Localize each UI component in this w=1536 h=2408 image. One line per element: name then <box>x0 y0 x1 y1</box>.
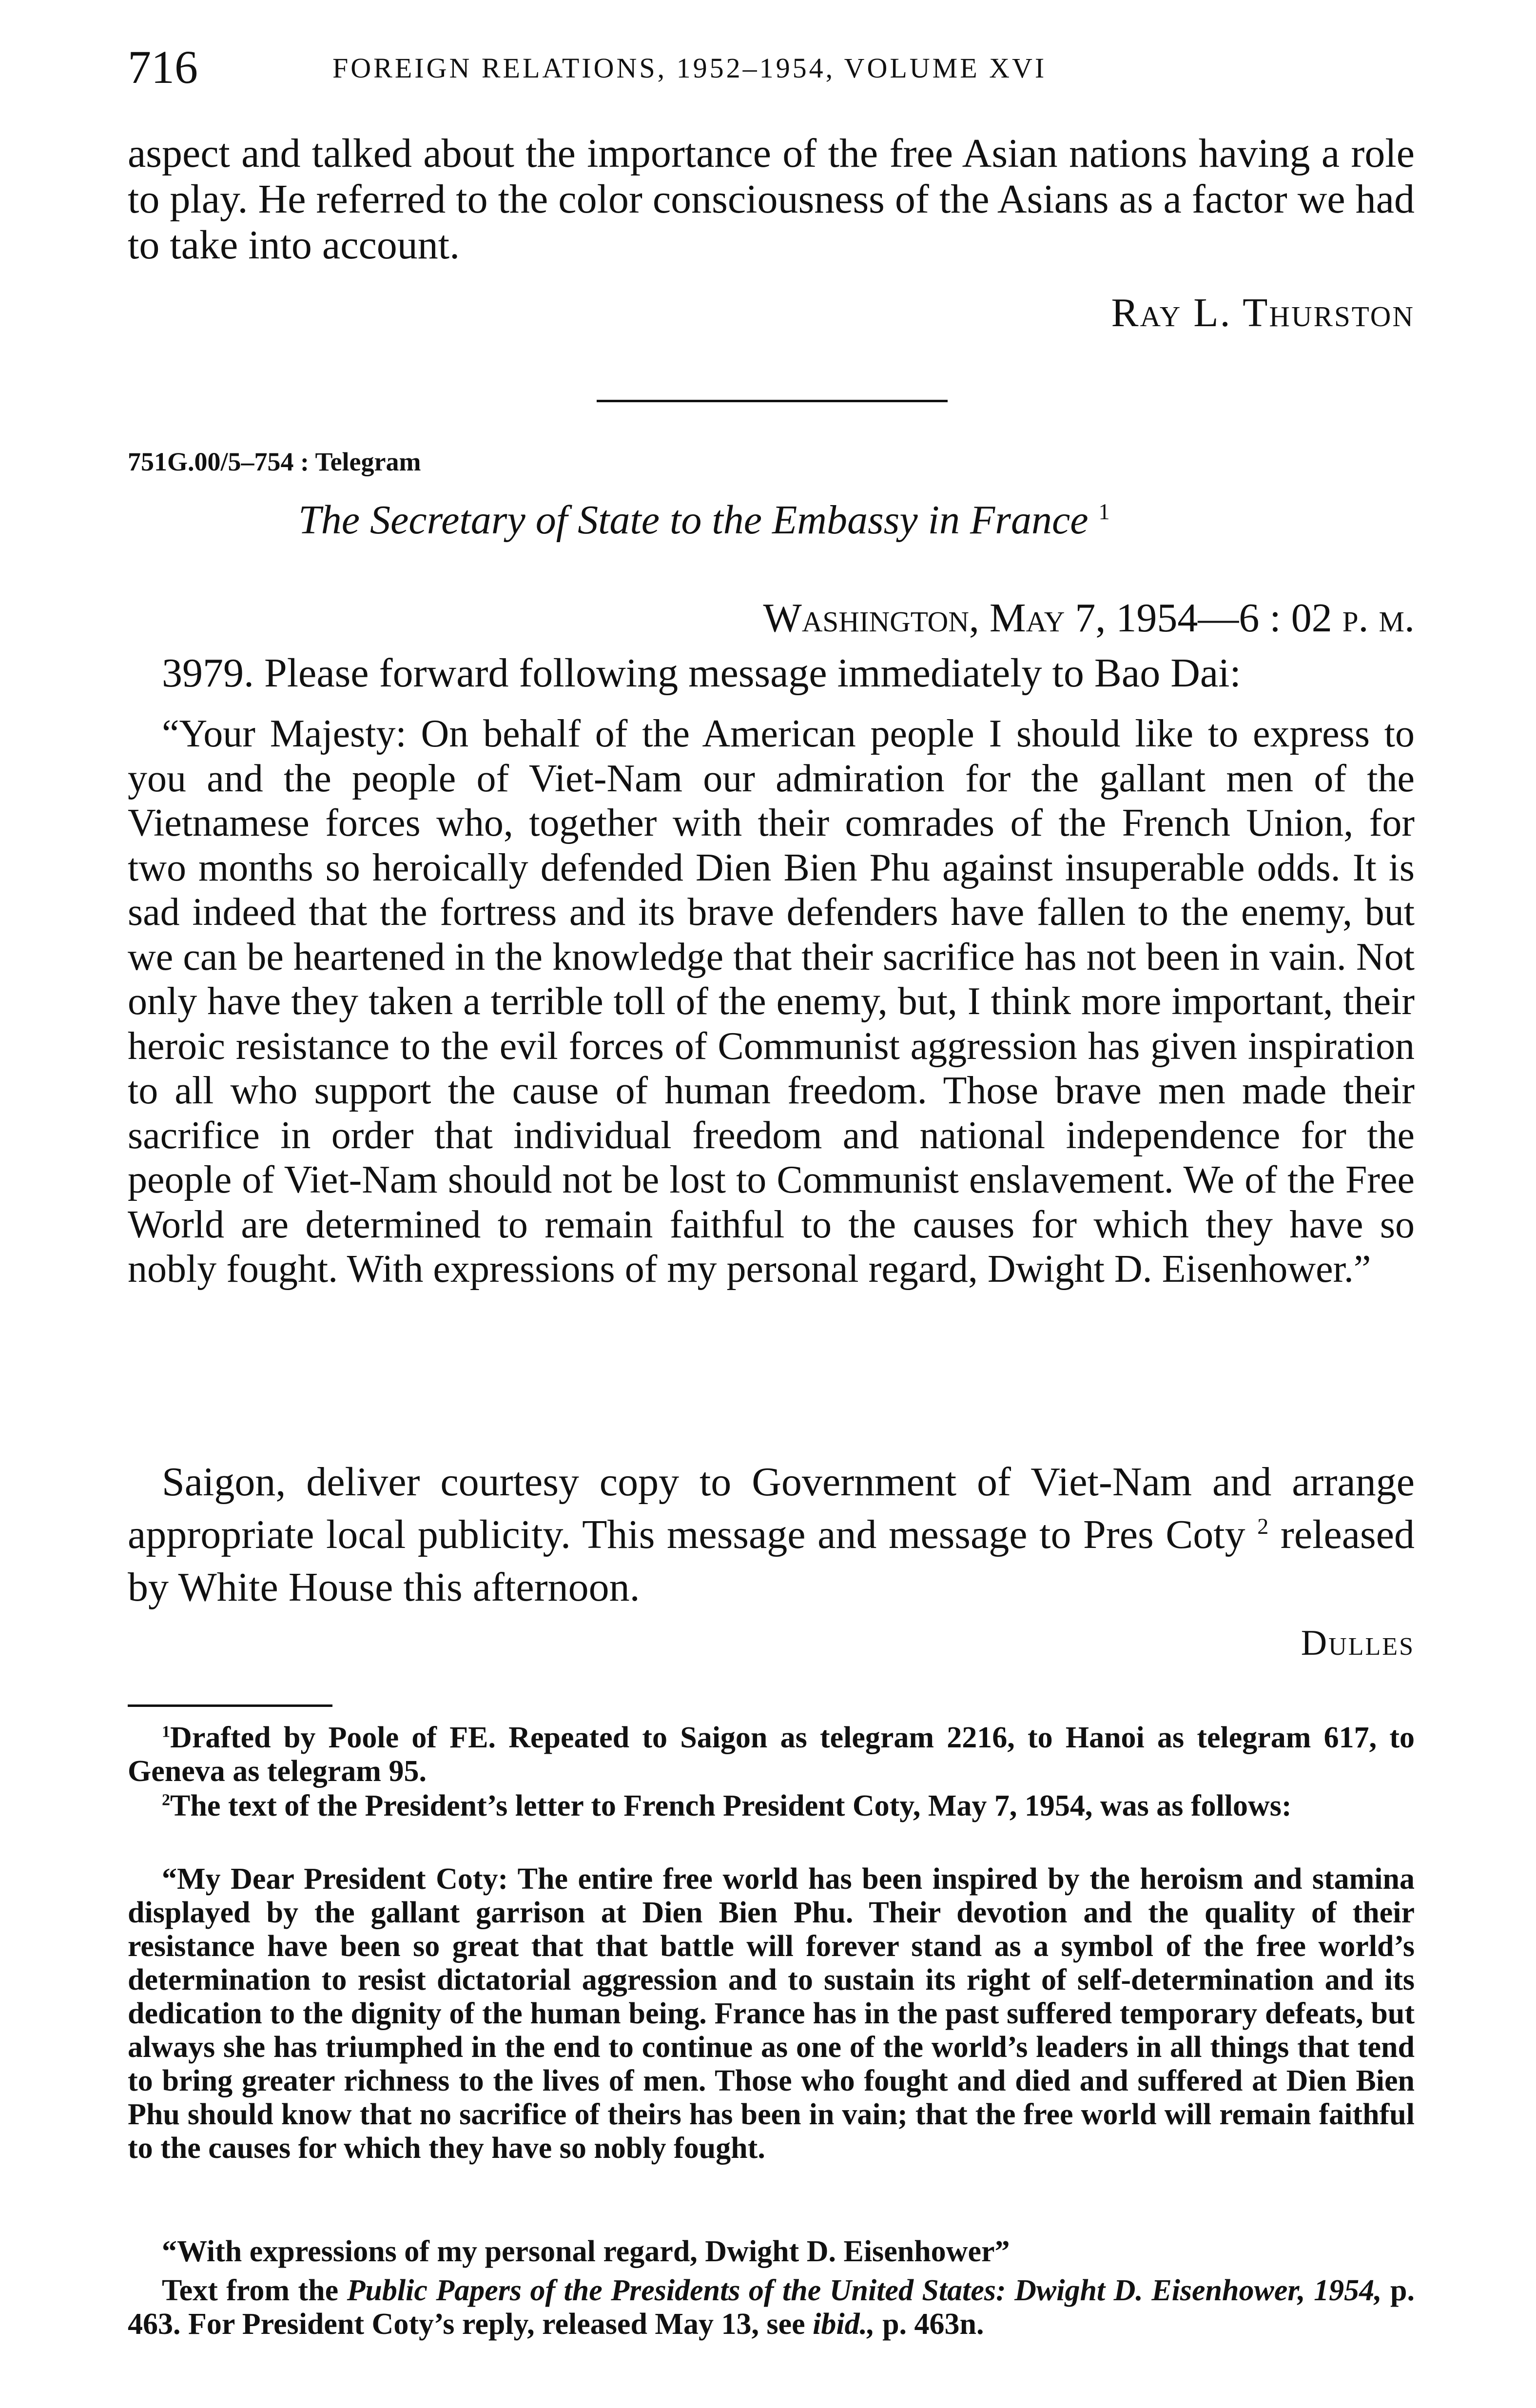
closing-instructions-b: released by White House this afternoon. <box>128 1512 1415 1610</box>
page-header <box>128 38 1415 101</box>
page-number: 716 <box>128 41 198 93</box>
previous-document-text: aspect and talked about the importance of the free Asian nations having a role to play. He referred to the color consciousness of the Asians as a factor we had to take into account. <box>128 131 1415 268</box>
running-head: FOREIGN RELATIONS, 1952–1954, VOLUME XVI <box>332 52 1047 84</box>
footnote-divider <box>128 1704 332 1707</box>
document-id: 751G.00/5–754 : Telegram <box>128 447 421 476</box>
telegram-opening: 3979. Please forward following message immediately to Bao Dai: <box>162 650 1241 696</box>
footnote-1 <box>128 1721 1415 1788</box>
source-note <box>128 2274 1415 2341</box>
footnote-1-mark: 1 <box>162 1723 171 1741</box>
eisenhower-message: “Your Majesty: On behalf of the American people I should like to express to you and the people of Viet-Nam our admiration for the gallant men of the Vietnamese forces who, together with their comrades of the French Union, for two months so heroically defended Dien Bien Phu against insuperable odds. It is sad indeed that the fortress and its brave defenders have fallen to the enemy, but we can be heartened in the knowledge that their sacrifice has not been in vain. Not only have they taken a terrible toll of the enemy, but, I think more important, their heroic resistance to the evil forces of Communist aggression has given inspiration to all who support the cause of human freedom. Those brave men made their sacrifice in order that individual freedom and national independence for the people of Viet-Nam should not be lost to Communist enslavement. We of the Free World are determined to remain faithful to the causes for which they have so nobly fought. With expressions of my personal regard, Dwight D. Eisenhower.” <box>128 712 1415 1291</box>
footnote-ref-1: 1 <box>1098 499 1110 524</box>
footnote-1-text: Drafted by Poole of FE. Repeated to Saigon as telegram 2216, to Hanoi as telegram 617, to Geneva as telegram 95. <box>128 1721 1415 1788</box>
dateline: Washington, May 7, 1954—6 : 02 p. m. <box>763 595 1415 641</box>
source-title: Public Papers of the Presidents of the United States: Dwight D. Eisenhower, 1954, <box>347 2274 1382 2307</box>
document-signature: Dulles <box>1301 1623 1415 1663</box>
document-title-text: The Secretary of State to the Embassy in France <box>298 497 1089 543</box>
document-title <box>298 493 1419 547</box>
footnote-2 <box>128 1789 1415 1823</box>
closing-instructions <box>128 1456 1415 1614</box>
footnote-ref-2: 2 <box>1257 1514 1269 1539</box>
previous-document-signature: Ray L. Thurston <box>1111 290 1415 335</box>
letter-closing: “With expressions of my personal regard, Dwight D. Eisenhower” <box>162 2235 1010 2268</box>
footnote-2-mark: 2 <box>162 1791 171 1809</box>
footnote-2-text: The text of the President’s letter to French President Coty, May 7, 1954, was as follows: <box>170 1789 1292 1822</box>
section-divider <box>597 400 948 402</box>
closing-instructions-a: Saigon, deliver courtesy copy to Government of Viet-Nam and arrange appropriate local publicity. This message and message to Pres Coty <box>128 1459 1415 1557</box>
source-note-b: p. 463. For President Coty’s reply, released May 13, see <box>128 2274 1415 2341</box>
source-ibid: ibid., <box>813 2308 875 2341</box>
source-note-c: p. 463n. <box>882 2308 984 2341</box>
coty-letter: “My Dear President Coty: The entire free world has been inspired by the heroism and stamina displayed by the gallant garrison at Dien Bien Phu. Their devotion and the quality of their resistance have been so great that that battle will forever stand as a symbol of the free world’s determination to resist dictatorial aggression and to sustain its right of self-determination and its dedication to the dignity of the human being. France has in the past suffered temporary defeats, but always she has triumphed in the end to continue as one of the world’s leaders in all things that tend to bring greater richness to the lives of men. Those who fought and died and suffered at Dien Bien Phu should know that no sacrifice of theirs has been in vain; that the free world will remain faithful to the causes for which they have so nobly fought. <box>128 1862 1415 2165</box>
source-note-a: Text from the <box>162 2274 339 2307</box>
